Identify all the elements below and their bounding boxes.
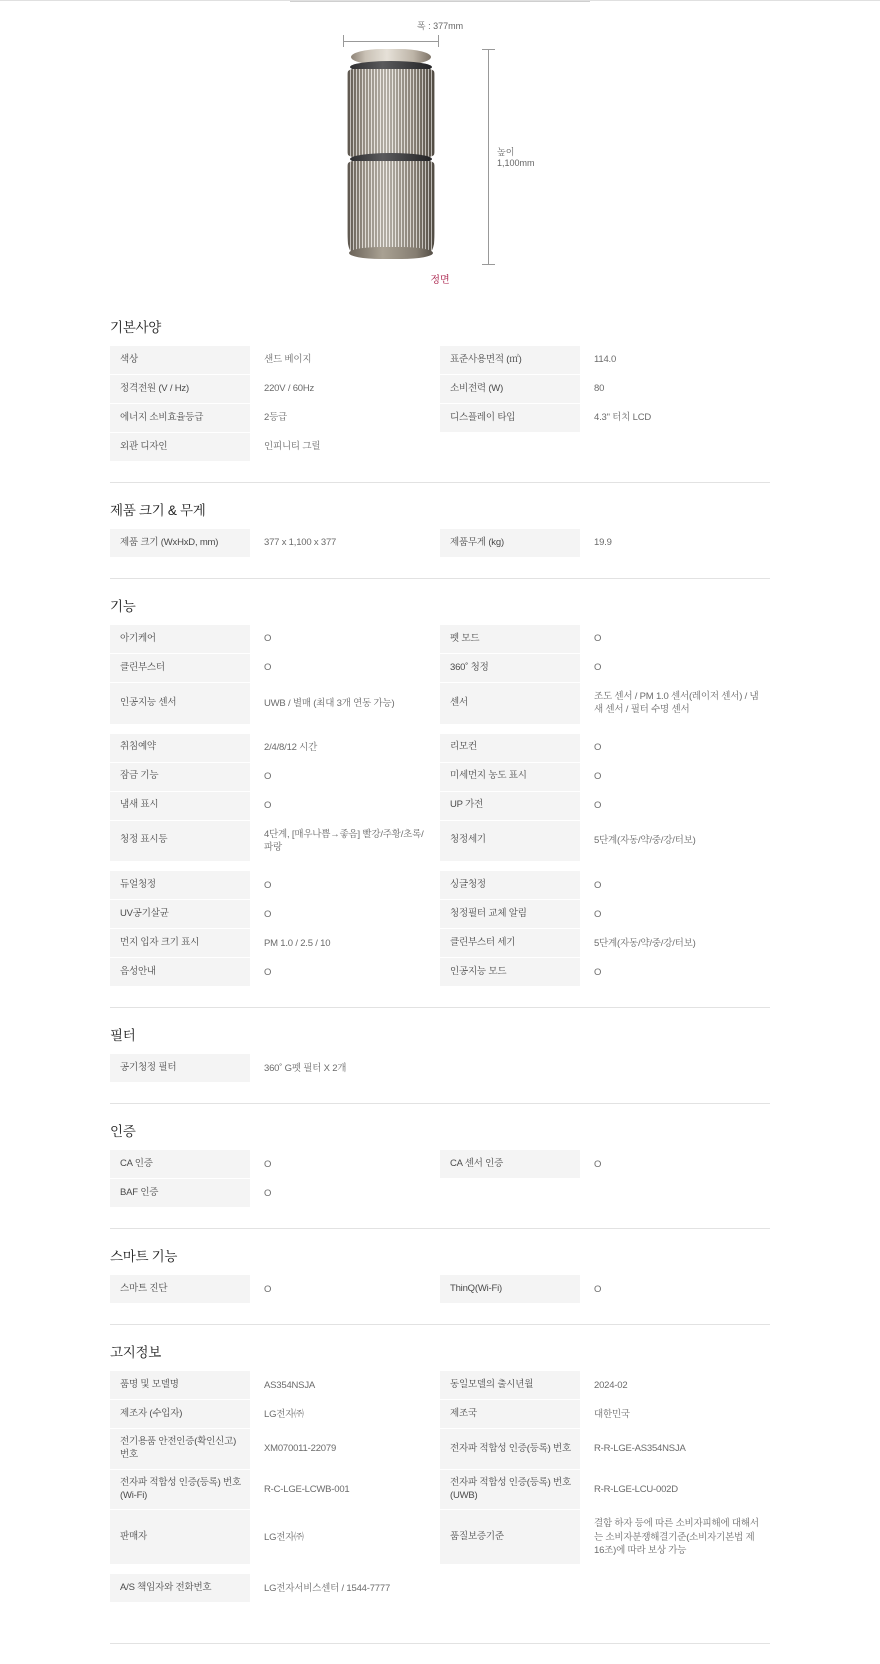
spec-section [110, 482, 770, 558]
spec-key [440, 1054, 580, 1082]
spec-key: 전자파 적합성 인증(등록) 번호 (UWB) [440, 1470, 580, 1510]
spec-row [110, 1275, 440, 1303]
spec-key: ThinQ(Wi-Fi) [440, 1275, 580, 1303]
spec-row [110, 1470, 440, 1510]
spec-value: 2등급 [264, 412, 288, 424]
spec-key [440, 433, 580, 461]
spec-row [110, 1150, 440, 1178]
spec-row [440, 1510, 770, 1564]
spec-value: 결함 하자 등에 따른 소비자피해에 대해서는 소비자분쟁해결기준(소비자기본법 제16조)에 따라 보상 가능 [594, 1518, 759, 1557]
spec-value: PM 1.0 / 2.5 / 10 [264, 937, 331, 949]
spec-row [440, 1179, 770, 1207]
spec-row [440, 1470, 770, 1510]
spec-value: O [264, 662, 272, 674]
spec-key: 펫 모드 [440, 625, 580, 653]
spec-key: 표준사용면적 (㎡) [440, 346, 580, 374]
spec-value: 대한민국 [594, 1408, 630, 1420]
spec-row [110, 433, 440, 461]
spec-key [440, 1574, 580, 1602]
spec-value: UWB / 별매 (최대 3개 연동 가능) [264, 697, 395, 709]
spec-key: 판매자 [110, 1510, 250, 1564]
spec-value: O [264, 770, 272, 782]
air-purifier-illustration [347, 49, 435, 264]
width-dimension-label: 폭 : 377mm [416, 21, 464, 31]
spec-key: 품명 및 모델명 [110, 1371, 250, 1399]
spec-key: 클린부스터 [110, 654, 250, 682]
spec-row [440, 1275, 770, 1303]
spec-row [110, 958, 440, 986]
spec-key: 제조국 [440, 1400, 580, 1428]
spec-value: O [594, 633, 602, 645]
height-dimension-line [488, 49, 489, 264]
spec-row [110, 763, 440, 791]
spec-value: 4.3" 터치 LCD [594, 412, 652, 424]
spec-value: O [594, 662, 602, 674]
spec-row [440, 958, 770, 986]
height-label-line1: 높이 [497, 147, 515, 157]
spec-key: 전기용품 안전인증(확인신고) 번호 [110, 1429, 250, 1469]
spec-value: 114.0 [594, 354, 617, 366]
spec-key: BAF 인증 [110, 1179, 250, 1207]
height-tick-bottom [482, 264, 495, 265]
section-title: 인증 [110, 1124, 136, 1140]
spec-value: O [594, 799, 602, 811]
product-hero [0, 0, 880, 300]
section-title: 기본사양 [110, 320, 161, 335]
view-caption: 정면 [430, 275, 450, 286]
spec-grid [110, 1275, 770, 1304]
row-group-gap [110, 725, 770, 734]
height-label-line2: 1,100mm [497, 158, 535, 169]
spec-key: 전자파 적합성 인증(등록) 번호 [440, 1429, 580, 1469]
spec-key: 음성안내 [110, 958, 250, 986]
spec-key: 외관 디자인 [110, 433, 250, 461]
spec-sections [0, 300, 880, 1643]
spec-value: O [264, 799, 272, 811]
spec-value: 인피니티 그릴 [264, 441, 321, 453]
spec-value: XM070011-22079 [264, 1443, 337, 1455]
spec-value: 19.9 [594, 537, 612, 549]
spec-value: 5단계(자동/약/중/강/터보) [594, 835, 696, 847]
spec-key: 센서 [440, 683, 580, 724]
width-dimension-line [343, 41, 439, 42]
spec-key: CA 인증 [110, 1150, 250, 1178]
spec-row [440, 734, 770, 762]
spec-key: 냄새 표시 [110, 792, 250, 820]
spec-row [110, 1400, 440, 1428]
device-lower-grill [347, 161, 435, 253]
spec-grid [110, 529, 770, 558]
spec-row [110, 1510, 440, 1564]
spec-row [440, 529, 770, 557]
spec-row [440, 900, 770, 928]
spec-row [110, 375, 440, 403]
row-group-gap [110, 1565, 770, 1574]
spec-row [110, 1371, 440, 1399]
spec-row [440, 625, 770, 653]
spec-key: 아기케어 [110, 625, 250, 653]
spec-key: 제품무게 (kg) [440, 529, 580, 557]
spec-key: 싱글청정 [440, 871, 580, 899]
spec-row [110, 1429, 440, 1469]
spec-key [440, 1179, 580, 1207]
spec-key: 정격전원 (V / Hz) [110, 375, 250, 403]
section-title: 필터 [110, 1028, 136, 1044]
spec-grid [110, 346, 770, 462]
spec-row [440, 792, 770, 820]
spec-section [110, 578, 770, 987]
spec-grid [110, 1054, 770, 1083]
spec-section [110, 1007, 770, 1083]
spec-value: O [264, 879, 272, 891]
spec-row [440, 346, 770, 374]
spec-key: 청정 표시등 [110, 821, 250, 862]
spec-value [580, 433, 770, 461]
spec-row [440, 375, 770, 403]
spec-section [110, 1228, 770, 1304]
spec-key: UV공기살균 [110, 900, 250, 928]
spec-row [110, 900, 440, 928]
spec-value: O [264, 966, 272, 978]
spec-key: 청정세기 [440, 821, 580, 862]
spec-key: 에너지 소비효율등급 [110, 404, 250, 432]
spec-key: 소비전력 (W) [440, 375, 580, 403]
spec-key: A/S 책임자와 전화번호 [110, 1574, 250, 1602]
spec-row [110, 929, 440, 957]
spec-value: O [594, 908, 602, 920]
spec-row [110, 683, 440, 724]
spec-value: R-C-LGE-LCWB-001 [264, 1483, 350, 1495]
spec-row [110, 1054, 440, 1082]
spec-row [440, 929, 770, 957]
spec-row [440, 654, 770, 682]
spec-key: 품질보증기준 [440, 1510, 580, 1564]
spec-row [110, 625, 440, 653]
spec-row [110, 871, 440, 899]
spec-grid [110, 625, 770, 987]
spec-value: O [594, 741, 602, 753]
spec-key: 인공지능 모드 [440, 958, 580, 986]
spec-row [110, 792, 440, 820]
spec-value: 80 [594, 383, 605, 395]
spec-section [110, 1103, 770, 1208]
spec-key: 클린부스터 세기 [440, 929, 580, 957]
spec-key: 취침예약 [110, 734, 250, 762]
spec-key: 듀얼청정 [110, 871, 250, 899]
spec-row [440, 1150, 770, 1178]
spec-key: 색상 [110, 346, 250, 374]
spec-row [110, 734, 440, 762]
spec-section [110, 1324, 770, 1603]
spec-value [580, 1179, 770, 1207]
spec-key: 스마트 진단 [110, 1275, 250, 1303]
spec-value: O [264, 1283, 272, 1295]
spec-value: 2024-02 [594, 1379, 628, 1391]
spec-value: O [264, 633, 272, 645]
spec-grid [110, 1150, 770, 1208]
device-upper-grill [347, 69, 435, 157]
spec-key: 제조자 (수입자) [110, 1400, 250, 1428]
spec-row [440, 763, 770, 791]
spec-section [110, 300, 770, 462]
spec-row [110, 529, 440, 557]
spec-value: LG전자㈜ [264, 1531, 304, 1543]
spec-row [440, 433, 770, 461]
spec-key: 리모컨 [440, 734, 580, 762]
spec-key: 청정필터 교체 알림 [440, 900, 580, 928]
spec-value: O [594, 879, 602, 891]
spec-value: 4단계, [매우나쁨→좋음] 빨강/주황/초록/파랑 [264, 828, 424, 853]
spec-value: R-R-LGE-AS354NSJA [594, 1443, 686, 1455]
section-title: 고지정보 [110, 1345, 161, 1361]
spec-key: UP 가전 [440, 792, 580, 820]
spec-value: O [264, 1187, 272, 1199]
spec-value: 조도 센서 / PM 1.0 센서(레이저 센서) / 냄새 센서 / 필터 수명 센서 [594, 691, 759, 716]
spec-row [110, 654, 440, 682]
height-dimension-label [497, 147, 535, 170]
spec-value: AS354NSJA [264, 1379, 316, 1391]
spec-value: 377 x 1,100 x 377 [264, 537, 337, 549]
hero-top-divider [290, 1, 590, 2]
spec-key: 360˚ 청정 [440, 654, 580, 682]
spec-value: O [594, 1283, 602, 1295]
spec-row [440, 871, 770, 899]
spec-row [110, 1179, 440, 1207]
spec-row [440, 1574, 770, 1602]
spec-row [440, 683, 770, 724]
spec-grid [110, 1371, 770, 1603]
spec-key: 먼지 입자 크기 표시 [110, 929, 250, 957]
spec-value: 5단계(자동/약/중/강/터보) [594, 937, 696, 949]
section-title: 제품 크기 & 무게 [110, 503, 206, 518]
spec-row [440, 404, 770, 432]
section-title: 기능 [110, 599, 136, 614]
spec-key: CA 센서 인증 [440, 1150, 580, 1178]
spec-value: LG전자㈜ [264, 1408, 304, 1420]
spec-key: 잠금 기능 [110, 763, 250, 791]
row-group-gap [110, 862, 770, 871]
spec-key: 디스플레이 타입 [440, 404, 580, 432]
spec-value: O [264, 1158, 272, 1170]
spec-key: 미세먼지 농도 표시 [440, 763, 580, 791]
spec-value: LG전자서비스센터 / 1544-7777 [264, 1582, 391, 1594]
spec-value: 220V / 60Hz [264, 383, 315, 395]
spec-value: 360˚ G펫 필터 X 2개 [264, 1062, 347, 1074]
spec-value: O [594, 1158, 602, 1170]
spec-row [440, 1400, 770, 1428]
spec-key: 동일모델의 출시년월 [440, 1371, 580, 1399]
spec-row [440, 1054, 770, 1082]
spec-key: 인공지능 센서 [110, 683, 250, 724]
spec-key: 공기청정 필터 [110, 1054, 250, 1082]
spec-value: 샌드 베이지 [264, 354, 312, 366]
spec-row [440, 1429, 770, 1469]
spec-row [440, 1371, 770, 1399]
spec-value: R-R-LGE-LCU-002D [594, 1483, 678, 1495]
spec-row [110, 821, 440, 862]
spec-row [440, 821, 770, 862]
device-base [349, 247, 433, 259]
spec-value: 2/4/8/12 시간 [264, 741, 318, 753]
spec-row [110, 404, 440, 432]
spec-value: O [594, 770, 602, 782]
spec-key: 전자파 적합성 인증(등록) 번호 (Wi-Fi) [110, 1470, 250, 1510]
spec-value [580, 1574, 770, 1602]
spec-row [110, 346, 440, 374]
spec-key: 제품 크기 (WxHxD, mm) [110, 529, 250, 557]
section-title: 스마트 기능 [110, 1249, 178, 1265]
spec-value: O [594, 966, 602, 978]
spec-row [110, 1574, 440, 1602]
spec-value: O [264, 908, 272, 920]
spec-value [580, 1054, 770, 1082]
